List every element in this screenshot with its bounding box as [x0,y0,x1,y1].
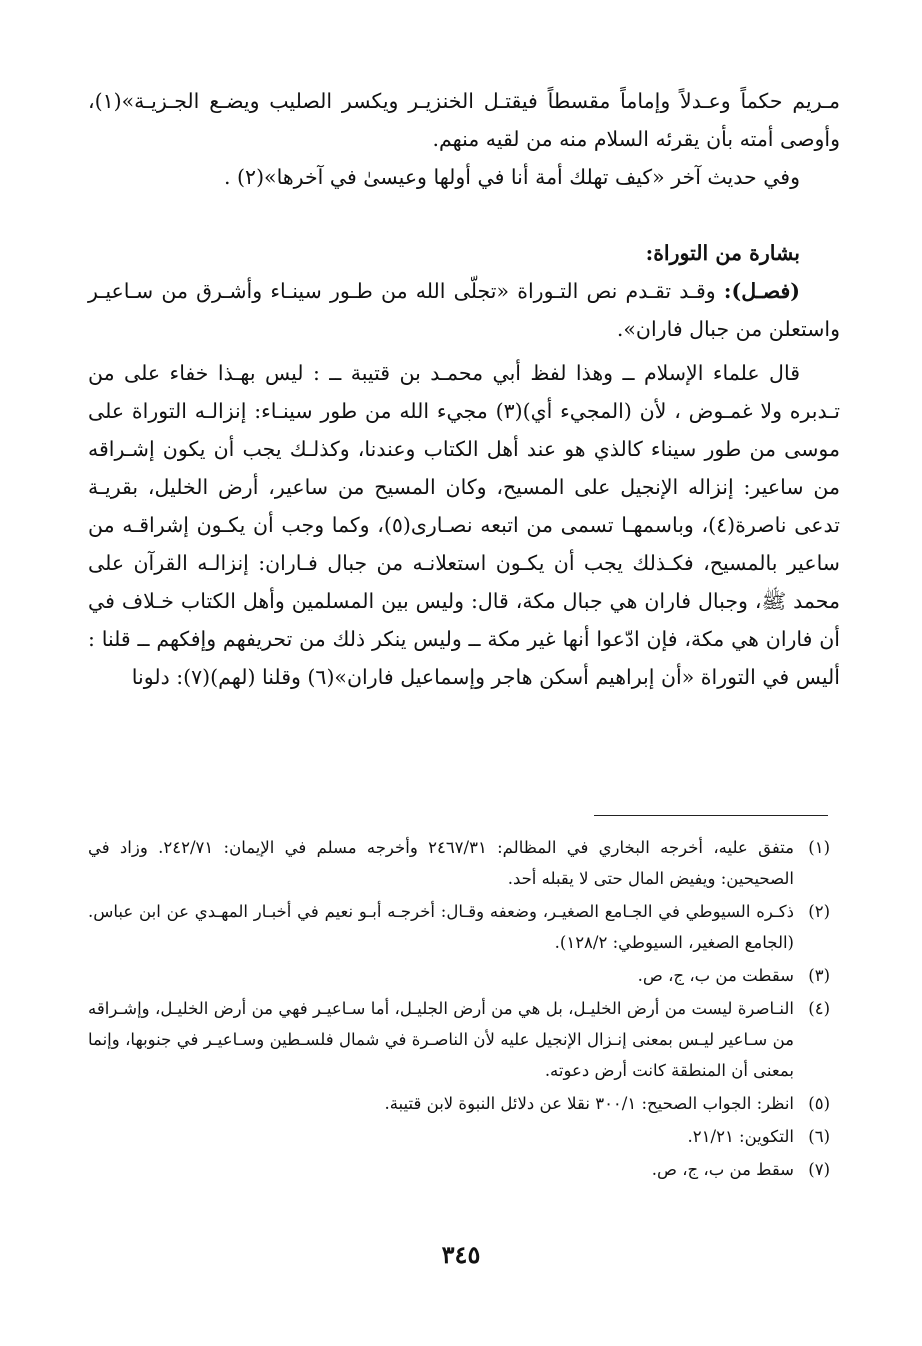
footnote-divider [594,815,828,816]
footnote-item [88,1154,830,1185]
footnote-number: (٦) [808,1127,830,1146]
section-heading: بشارة من التوراة: [645,241,800,265]
footnote-text: التكوين: ٢١/٢١. [687,1127,794,1146]
footnote-item [88,832,830,894]
footnote-item [88,1121,830,1152]
footnote-item [88,1088,830,1119]
footnote-number: (٥) [808,1094,830,1113]
paragraph-1: مـريم حكماً وعـدلاً وإماماً مقسطاً فيقتـل الخنزيـر ويكسر الصليب ويضـع الجـزيـة»(١)، وأوصى أمته بأن يقرئه السلام منه من لقيه منهم. [88,89,840,151]
spacer [88,196,840,234]
main-text [88,82,840,696]
footnote-text: متفق عليه، أخرجه البخاري في المظالم: ٢٤٦٧/٣١ وأخرجه مسلم في الإيمان: ٢٤٢/٧١. وزاد في الصحيحين: ويفيض المال حتى لا يقبله أحد. [88,838,794,888]
paragraph-3-text: وقـد تقـدم نص التـوراة «تجلّى الله من طـور سينـاء وأشـرق من سـاعيـر واستعلن من جبال فاران». [88,279,840,341]
footnote-number: (١) [808,838,830,857]
page-number: ٣٤٥ [441,1240,481,1269]
footnote-text: سقط من ب، ج، ص. [651,1160,794,1179]
footnote-text: سقطت من ب، ج، ص. [637,966,794,985]
footnote-number: (٤) [808,999,830,1018]
paragraph-3 [88,272,840,348]
paragraph-2: وفي حديث آخر «كيف تهلك أمة أنا في أولها وعيسىٰ في آخرها»(٢) . [224,165,800,189]
footnote-text: النـاصرة ليست من أرض الخليـل، بل هي من أرض الجليـل، أما سـاعيـر فهي من أرض الخليـل، وإشـراقه من سـاعير ليـس بمعنى إنـزال الإنجيل عليه لأن الناصـرة في شمال فلسـطين وسـاعيـر في جنوبها، وإنما بمعنى أن المنطقة كانت أرض دعوته. [88,999,794,1080]
fasl-label: (فصـل): [723,279,800,303]
footnote-number: (٢) [808,902,830,921]
footnote-text: انظر: الجواب الصحيح: ٣٠٠/١ نقلا عن دلائل النبوة لابن قتيبة. [384,1094,794,1113]
footnote-text: ذكـره السيوطي في الجـامع الصغيـر، وضعفه وقـال: أخرجـه أبـو نعيم في أخبـار المهـدي عن ابن عباس. (الجامع الصغير، السيوطي: ١٢٨/٢). [88,902,794,952]
paragraph-4: قال علماء الإسلام ــ وهذا لفظ أبي محمـد بن قتيبة ــ : ليس بهـذا خفاء على من تـدبره ولا غمـوض ، لأن (المجيء أي)(٣) مجيء الله من طور سينـاء: إنزالـه التوراة على موسى من طور سيناء كالذي هو عند أهل الكتاب وعندنا، وكذلـك يجب أن يكون إشـراقه من ساعير: إنزاله الإنجيل على المسيح، وكان المسيح من ساعير، أرض الخليل، بقريـة تدعى ناصرة(٤)، وباسمهـا تسمى من اتبعه نصـارى(٥)، وكما وجب أن يكـون إشراقـه من ساعير بالمسيح، فكـذلك يجب أن يكـون استعلانـه من جبال فـاران: إنزالـه القرآن على محمد ﷺ، وجبال فاران هي جبال مكة، قال: وليس بين المسلمين وأهل الكتاب خـلاف في أن فاران هي مكة، فإن ادّعوا أنها غير مكة ــ وليس ينكر ذلك من تحريفهم وإفكهم ــ قلنا : أليس في التوراة «أن إبراهيم أسكن هاجر وإسماعيل فاران»(٦) وقلنا (لهم)(٧): دلونا [88,361,840,689]
footnote-item [88,993,830,1086]
footnote-number: (٧) [808,1160,830,1179]
footnotes [88,832,830,1187]
footnote-item [88,896,830,958]
footnote-number: (٣) [808,966,830,985]
footnote-item [88,960,830,991]
